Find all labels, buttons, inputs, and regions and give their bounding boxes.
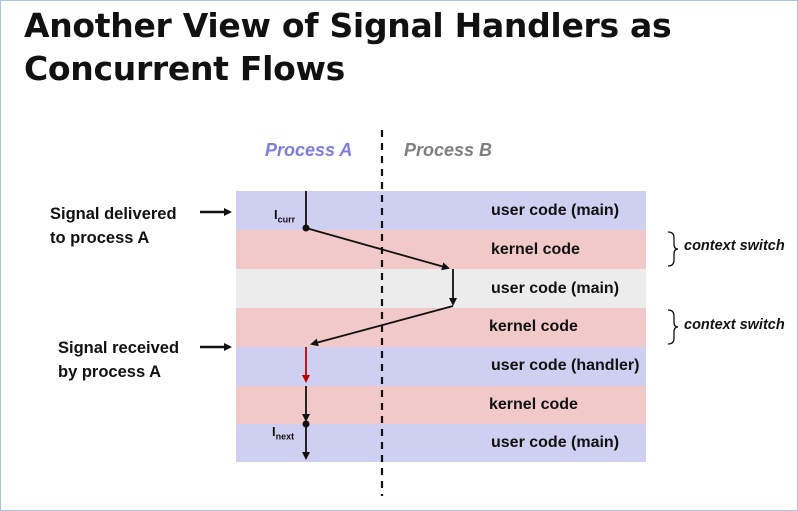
context-switch-label-2: context switch [684, 317, 785, 333]
process-a-header: Process A [265, 140, 353, 160]
context-switch-label-1: context switch [684, 238, 785, 254]
band-label: kernel code [489, 318, 578, 335]
band-label: user code (main) [491, 434, 620, 451]
process-b-header: Process B [404, 140, 493, 160]
band-label: user code (main) [491, 280, 620, 297]
band-label: kernel code [489, 396, 578, 413]
i-next-base: I [272, 424, 276, 439]
title-line-2: Concurrent Flows [24, 49, 345, 88]
signal-delivered-line-1: Signal delivered [50, 205, 177, 223]
switch-arrow-to-b [306, 228, 448, 268]
band-label: user code (main) [491, 202, 620, 219]
signal-received-line-1: Signal received [58, 339, 180, 357]
i-curr-sub: curr [277, 214, 296, 225]
context-switch-brace-2 [668, 310, 678, 344]
context-switch-brace-1 [668, 232, 678, 266]
i-next-sub: next [275, 431, 295, 442]
title-line-1: Another View of Signal Handlers as [24, 6, 672, 45]
signal-received-line-2: by process A [58, 363, 162, 381]
i-curr-base: I [274, 207, 278, 222]
band-label: kernel code [491, 241, 580, 258]
band-label: user code (handler) [491, 357, 640, 374]
signal-delivered-line-2: to process A [50, 229, 150, 247]
